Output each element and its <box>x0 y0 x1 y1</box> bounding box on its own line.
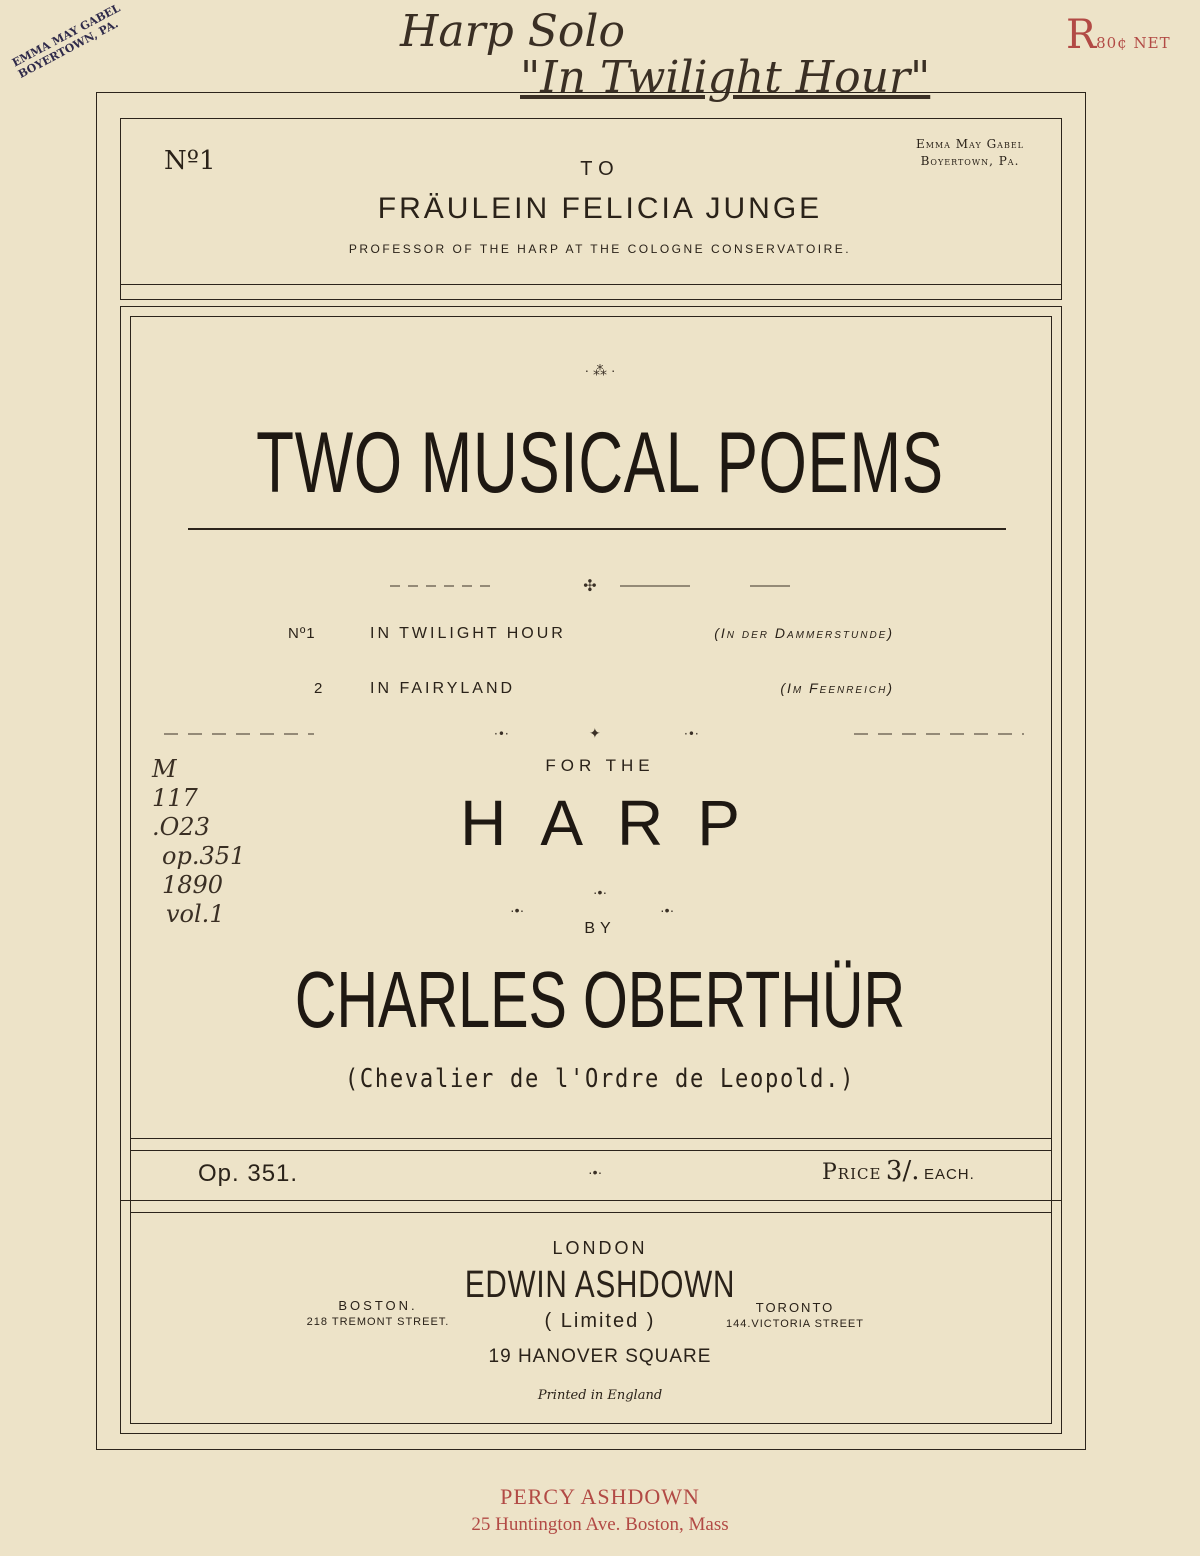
piece-1 <box>288 625 908 647</box>
ornament-divider-2 <box>164 722 1024 752</box>
ornament-small: ·•· <box>592 884 608 900</box>
price-value: 3/. <box>885 1156 920 1186</box>
owner-stamp-line2: Boyertown, Pa. <box>920 154 1020 168</box>
piece-1-number: Nº1 <box>288 625 316 642</box>
dedication-name: FRÄULEIN FELICIA JUNGE <box>377 192 823 225</box>
dedication-to: TO <box>580 158 620 180</box>
price-label: Price <box>822 1160 882 1185</box>
dealer-stamp-address: 25 Huntington Ave. Boston, Mass <box>471 1514 729 1535</box>
svg-text:·•·: ·•· <box>494 727 509 741</box>
handwritten-title-line1: Harp Solo <box>400 6 625 57</box>
call-number-line2: 117 <box>152 784 198 812</box>
opus-number: Op. 351. <box>198 1160 299 1187</box>
dedication-number: Nº1 <box>164 146 216 176</box>
boston-label: BOSTON. <box>338 1298 418 1313</box>
opus-row-bottom-line <box>120 1200 1062 1201</box>
svg-text:✦: ✦ <box>589 726 601 742</box>
piece-2-german: (Im Feenreich) <box>780 680 894 696</box>
ornament-dot-left: ·•· <box>510 902 525 918</box>
owner-stamp-corner: EMMA MAY GABEL BOYERTOWN, PA. <box>10 1 123 81</box>
main-title: TWO MUSICAL POEMS <box>256 415 944 511</box>
call-number-line3: .O23 <box>152 813 210 841</box>
ornament-opus-center: ·•· <box>588 1164 603 1180</box>
publisher-city: LONDON <box>552 1238 648 1258</box>
publisher-address: 19 HANOVER SQUARE <box>488 1346 712 1367</box>
call-number-line1: M <box>152 755 177 783</box>
boston-branch <box>288 1298 468 1328</box>
handwritten-title-line2: "In Twilight Hour" <box>520 52 931 103</box>
price-mark: R80¢ NET <box>1066 12 1171 58</box>
dedication-title: PROFESSOR OF THE HARP AT THE COLOGNE CONSERVATOIRE. <box>348 242 852 256</box>
composer-name: CHARLES OBERTHÜR <box>294 955 906 1044</box>
top-divider <box>120 284 1062 285</box>
boston-address: 218 TREMONT STREET. <box>306 1316 450 1328</box>
piece-1-german: (In der Dammerstunde) <box>714 625 894 641</box>
instrument-name: HARP <box>460 787 774 859</box>
piece-1-title: IN TWILIGHT HOUR <box>370 625 566 642</box>
svg-text:·•·: ·•· <box>684 727 699 741</box>
for-the-label: FOR THE <box>545 756 655 775</box>
toronto-label: TORONTO <box>755 1300 835 1315</box>
piece-2 <box>288 680 908 702</box>
opus-row-top-line-2 <box>130 1150 1052 1151</box>
ornament-divider-1 <box>380 572 800 602</box>
toronto-address: 144.VICTORIA STREET <box>725 1318 864 1330</box>
by-label: BY <box>584 920 616 937</box>
composer-title: (Chevalier de l'Ordre de Leopold.) <box>344 1064 856 1094</box>
owner-stamp-line1: Emma May Gabel <box>916 137 1024 151</box>
publisher-limited: ( Limited ) <box>544 1310 656 1332</box>
piece-2-title: IN FAIRYLAND <box>370 680 516 697</box>
toronto-branch <box>700 1300 890 1330</box>
opus-row-top-line <box>130 1138 1052 1139</box>
opus-row-bottom-line-2 <box>130 1212 1052 1213</box>
printed-in: Printed in England <box>537 1388 663 1403</box>
call-number-line5: 1890 <box>162 871 224 899</box>
title-underline <box>188 528 1006 530</box>
price-each: EACH. <box>923 1166 975 1183</box>
price <box>822 1156 975 1186</box>
svg-text:✣: ✣ <box>583 576 597 595</box>
publisher-name: EDWIN ASHDOWN <box>464 1264 736 1306</box>
ornament-top: · ⁂ · <box>584 362 616 378</box>
ornament-dot-right: ·•· <box>660 902 675 918</box>
dealer-stamp-name: PERCY ASHDOWN <box>500 1484 700 1509</box>
call-number-line4: op.351 <box>162 842 246 870</box>
piece-2-number: 2 <box>314 680 323 697</box>
call-number-line6: vol.1 <box>166 900 225 928</box>
